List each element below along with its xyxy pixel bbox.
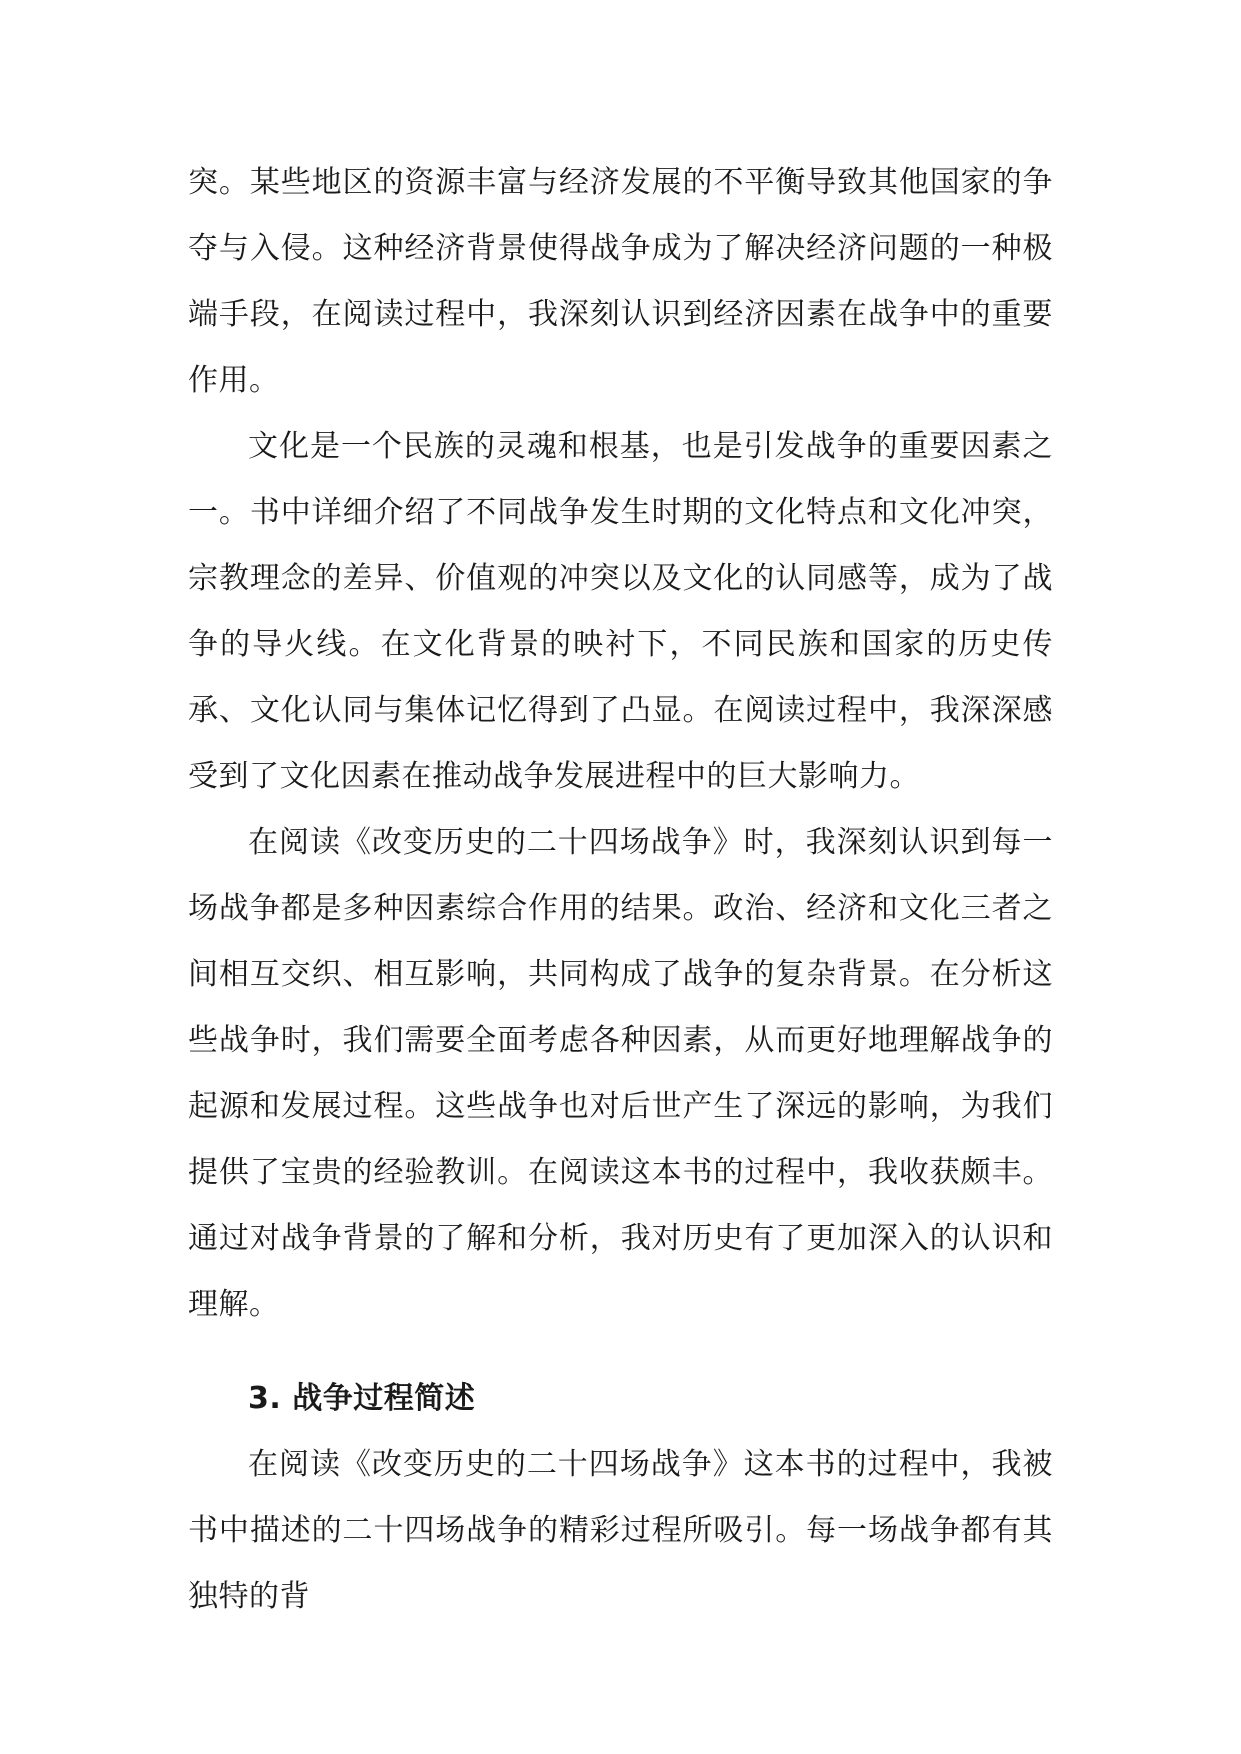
document-body — [188, 150, 1053, 1630]
paragraph-culture: 文化是一个民族的灵魂和根基，也是引发战争的重要因素之一。书中详细介绍了不同战争发生时期的文化特点和文化冲突，宗教理念的差异、价值观的冲突以及文化的认同感等，成为了战争的导火线。在文化背景的映衬下，不同民族和国家的历史传承、文化认同与集体记忆得到了凸显。在阅读过程中，我深深感受到了文化因素在推动战争发展进程中的巨大影响力。 — [188, 429, 1053, 794]
paragraph-war-process: 在阅读《改变历史的二十四场战争》这本书的过程中，我被书中描述的二十四场战争的精彩过程所吸引。每一场战争都有其独特的背 — [188, 1447, 1053, 1614]
section-heading: 3. 战争过程简述 — [248, 1381, 476, 1416]
paragraph-summary: 在阅读《改变历史的二十四场战争》时，我深刻认识到每一场战争都是多种因素综合作用的结果。政治、经济和文化三者之间相互交织、相互影响，共同构成了战争的复杂背景。在分析这些战争时，我们需要全面考虑各种因素，从而更好地理解战争的起源和发展过程。这些战争也对后世产生了深远的影响，为我们提供了宝贵的经验教训。在阅读这本书的过程中，我收获颇丰。通过对战争背景的了解和分析，我对历史有了更加深入的认识和理解。 — [188, 825, 1053, 1322]
paragraph-economy-conclusion: 突。某些地区的资源丰富与经济发展的不平衡导致其他国家的争夺与入侵。这种经济背景使得战争成为了解决经济问题的一种极端手段，在阅读过程中，我深刻认识到经济因素在战争中的重要作用。 — [188, 165, 1053, 398]
